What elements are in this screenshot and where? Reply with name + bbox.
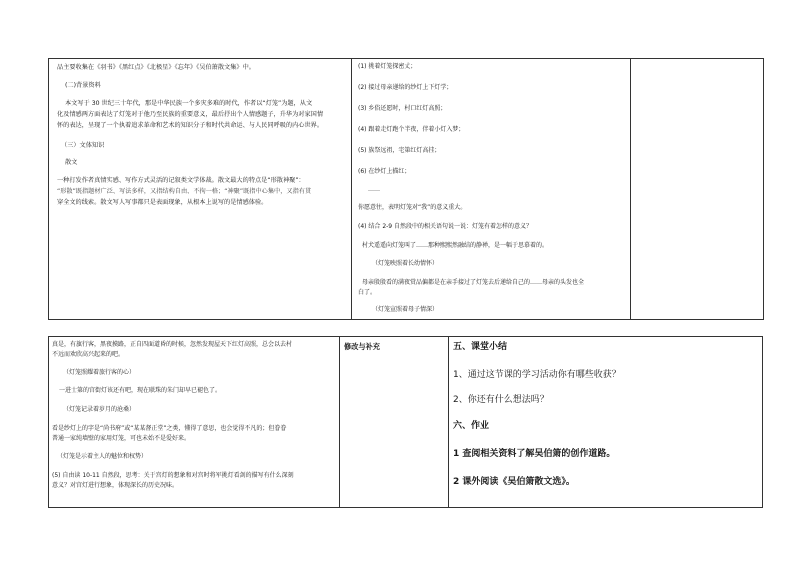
- list-item: (6) 在纱灯上描红；: [358, 168, 411, 175]
- ellipsis-text: ……: [368, 186, 380, 193]
- quote-note: （灯笼映照着长幼情怀）: [372, 260, 439, 267]
- question-text: (5) 自由读 10-11 自然段，思考：关于宫灯的想象和对宫时将军挑灯看剑的描写有什么深刻: [52, 472, 294, 479]
- quote-text: 白了。: [358, 289, 377, 296]
- background-text: 化及情感两方面表达了灯笼对于他乃至民族的重要意义，最后抒出个人情感题子，升华为对家国情: [57, 111, 324, 118]
- list-item: (3) 乡俗还愿时，村口红灯高照；: [358, 105, 447, 112]
- list-item: (1) 挑着灯笼探密丈；: [358, 63, 417, 70]
- lantern-analysis-cell: [49, 337, 339, 507]
- background-info-cell: [49, 59, 351, 319]
- background-text: 本文写于 30 世纪三十年代，那是中华民族一个多灾多难的时代，作者以“灯笼”为题，从文: [65, 100, 313, 107]
- homework-item: 2 课外阅读《吴伯箫散文选》。: [453, 477, 575, 487]
- empty-notes-cell: [631, 59, 763, 319]
- homework-item: 1 查阅相关资料了解吴伯箫的创作道路。: [453, 449, 616, 459]
- background-text: 怀的表达，呈现了一个执着追求革命和艺术的知识分子和时代共命运、与人民同呼吸的内心世界。: [57, 122, 324, 129]
- question-text: 意义？对宫灯进行想象，体现深长的历史况味。: [52, 482, 179, 489]
- quote-note: （灯笼记录着岁月的沧桑）: [63, 406, 136, 413]
- quote-text: 母亲殷殷看的满夜赏品偏都是在亲手接过了灯笼去后递给自己的……母亲的头发也全: [362, 279, 585, 286]
- quote-text: 一进士第的宫街灯该还有吧，现在联珠的朱门却早已褪色了。: [59, 387, 222, 394]
- quote-text: 普通一家纯墙壁的家用灯笼，可也未始不是爱好来。: [52, 435, 191, 442]
- genre-text: 穿全文的线索。散文写人写事都只是表面现象，从根本上说写的是情感体验。: [57, 199, 268, 206]
- quote-note: （灯笼宣照着母子情深）: [372, 306, 439, 313]
- genre-text: “形散”既指题材广泛、写法多样，又指结构自由、不拘一格；“神聚”既指中心集中，又指有贯: [57, 188, 312, 195]
- homework-heading: 六、作业: [453, 421, 490, 431]
- revision-cell: [340, 337, 448, 507]
- quote-text: 不远而欢欣高兴起来的吧。: [52, 351, 125, 358]
- revision-heading: 修改与补充: [344, 342, 380, 351]
- list-item: (2) 接过母亲递给的纱灯上下灯学；: [358, 84, 453, 91]
- works-collection-text: 品主要收集在《羽书》《黑红点》《北极星》《忘年》《吴伯箫散文集》中。: [57, 64, 255, 71]
- question-text: (4) 结合 2-9 自然段中的相关语句说一说：灯笼有着怎样的意义？: [358, 223, 533, 230]
- summary-question: 1、通过这节课的学习活动你有哪些收获？: [453, 370, 621, 380]
- lower-lesson-table: [48, 336, 763, 508]
- summary-heading: 五、课堂小结: [453, 342, 508, 352]
- quote-note: （灯笼照耀着旅行客的心）: [63, 369, 136, 376]
- summary-homework-cell: [449, 337, 762, 507]
- background-heading: (二)背景资料: [65, 82, 101, 89]
- genre-heading: （三）文体知识: [61, 142, 105, 149]
- genre-name: 散文: [65, 159, 78, 166]
- quote-note: （灯笼是示着主人的魅位和权势）: [57, 453, 148, 460]
- quote-text: 真是，有旗行客，黑夜摸路，正自四面道昏的时候，忽然发现屋天下红灯高照，总会以去村: [52, 341, 293, 348]
- upper-lesson-table: [48, 58, 764, 320]
- list-item: (5) 族祭远祖，宅第红灯高挂；: [358, 147, 441, 154]
- genre-text: 一种打发作者真情实感、写作方式灵活的记叙类文学体裁。散文最大的特点是“形散神聚”：: [57, 177, 305, 184]
- summary-question: 2、你还有什么想法吗？: [453, 395, 549, 405]
- quote-text: 村犬遥遥向灯笼叫了……那种熙熙然融结的静禅，是一幅于思慕着的。: [362, 242, 549, 249]
- summary-text: 你愿意往，表明灯笼对“我”的意义重大。: [358, 204, 467, 211]
- lantern-meaning-cell: [352, 59, 630, 319]
- list-item: (4) 跟着走灯跑个半夜，伴着小灯入梦；: [358, 126, 465, 133]
- quote-text: 看是纱灯上的字是“尚书府”或“某某督正堂”之类，懂得了意思，也会觉得不凡的；但眷眷: [52, 425, 287, 432]
